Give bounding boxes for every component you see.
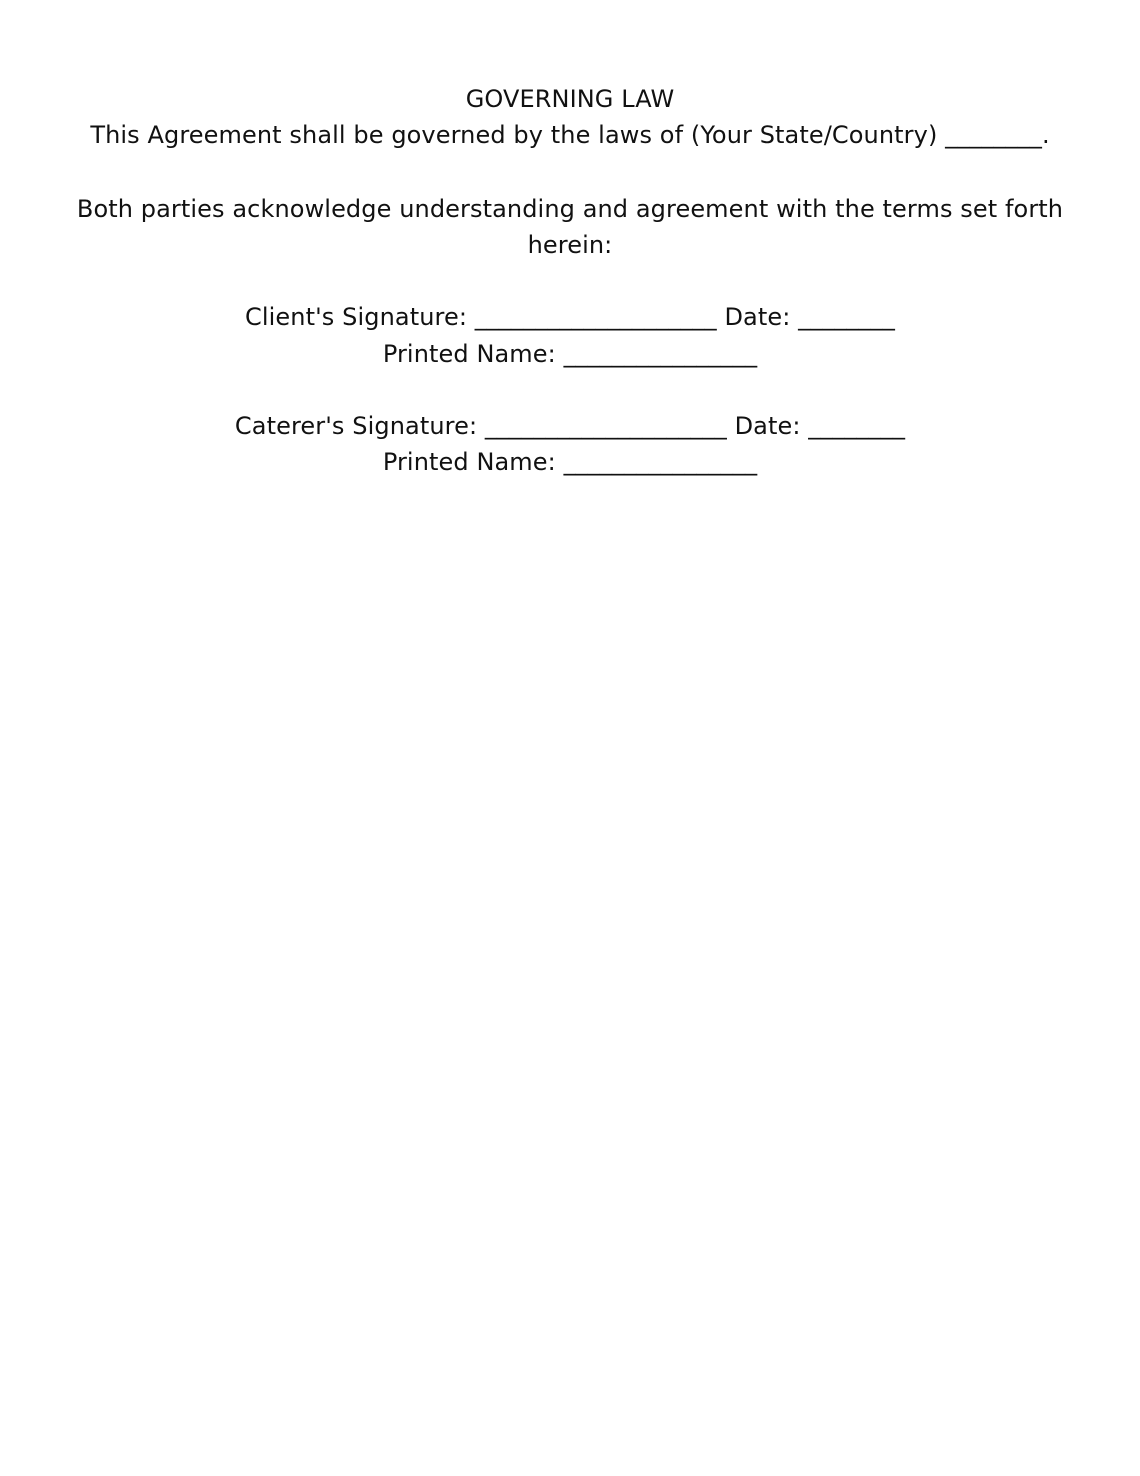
governing-law-text: This Agreement shall be governed by the laws of (Your State/Country) ________.	[90, 121, 1050, 149]
client-printed-name-line: Printed Name: ________________	[382, 340, 758, 368]
client-signature-line: Client's Signature: ____________________ Date: ________	[245, 303, 895, 331]
caterer-signature-line: Caterer's Signature: ____________________ Date: ________	[234, 412, 906, 440]
acknowledgment-line-2: herein:	[527, 231, 613, 259]
caterer-printed-name-line: Printed Name: ________________	[382, 448, 758, 476]
acknowledgment-line-1: Both parties acknowledge understanding and agreement with the terms set forth	[76, 195, 1064, 223]
section-heading: GOVERNING LAW	[465, 85, 675, 113]
